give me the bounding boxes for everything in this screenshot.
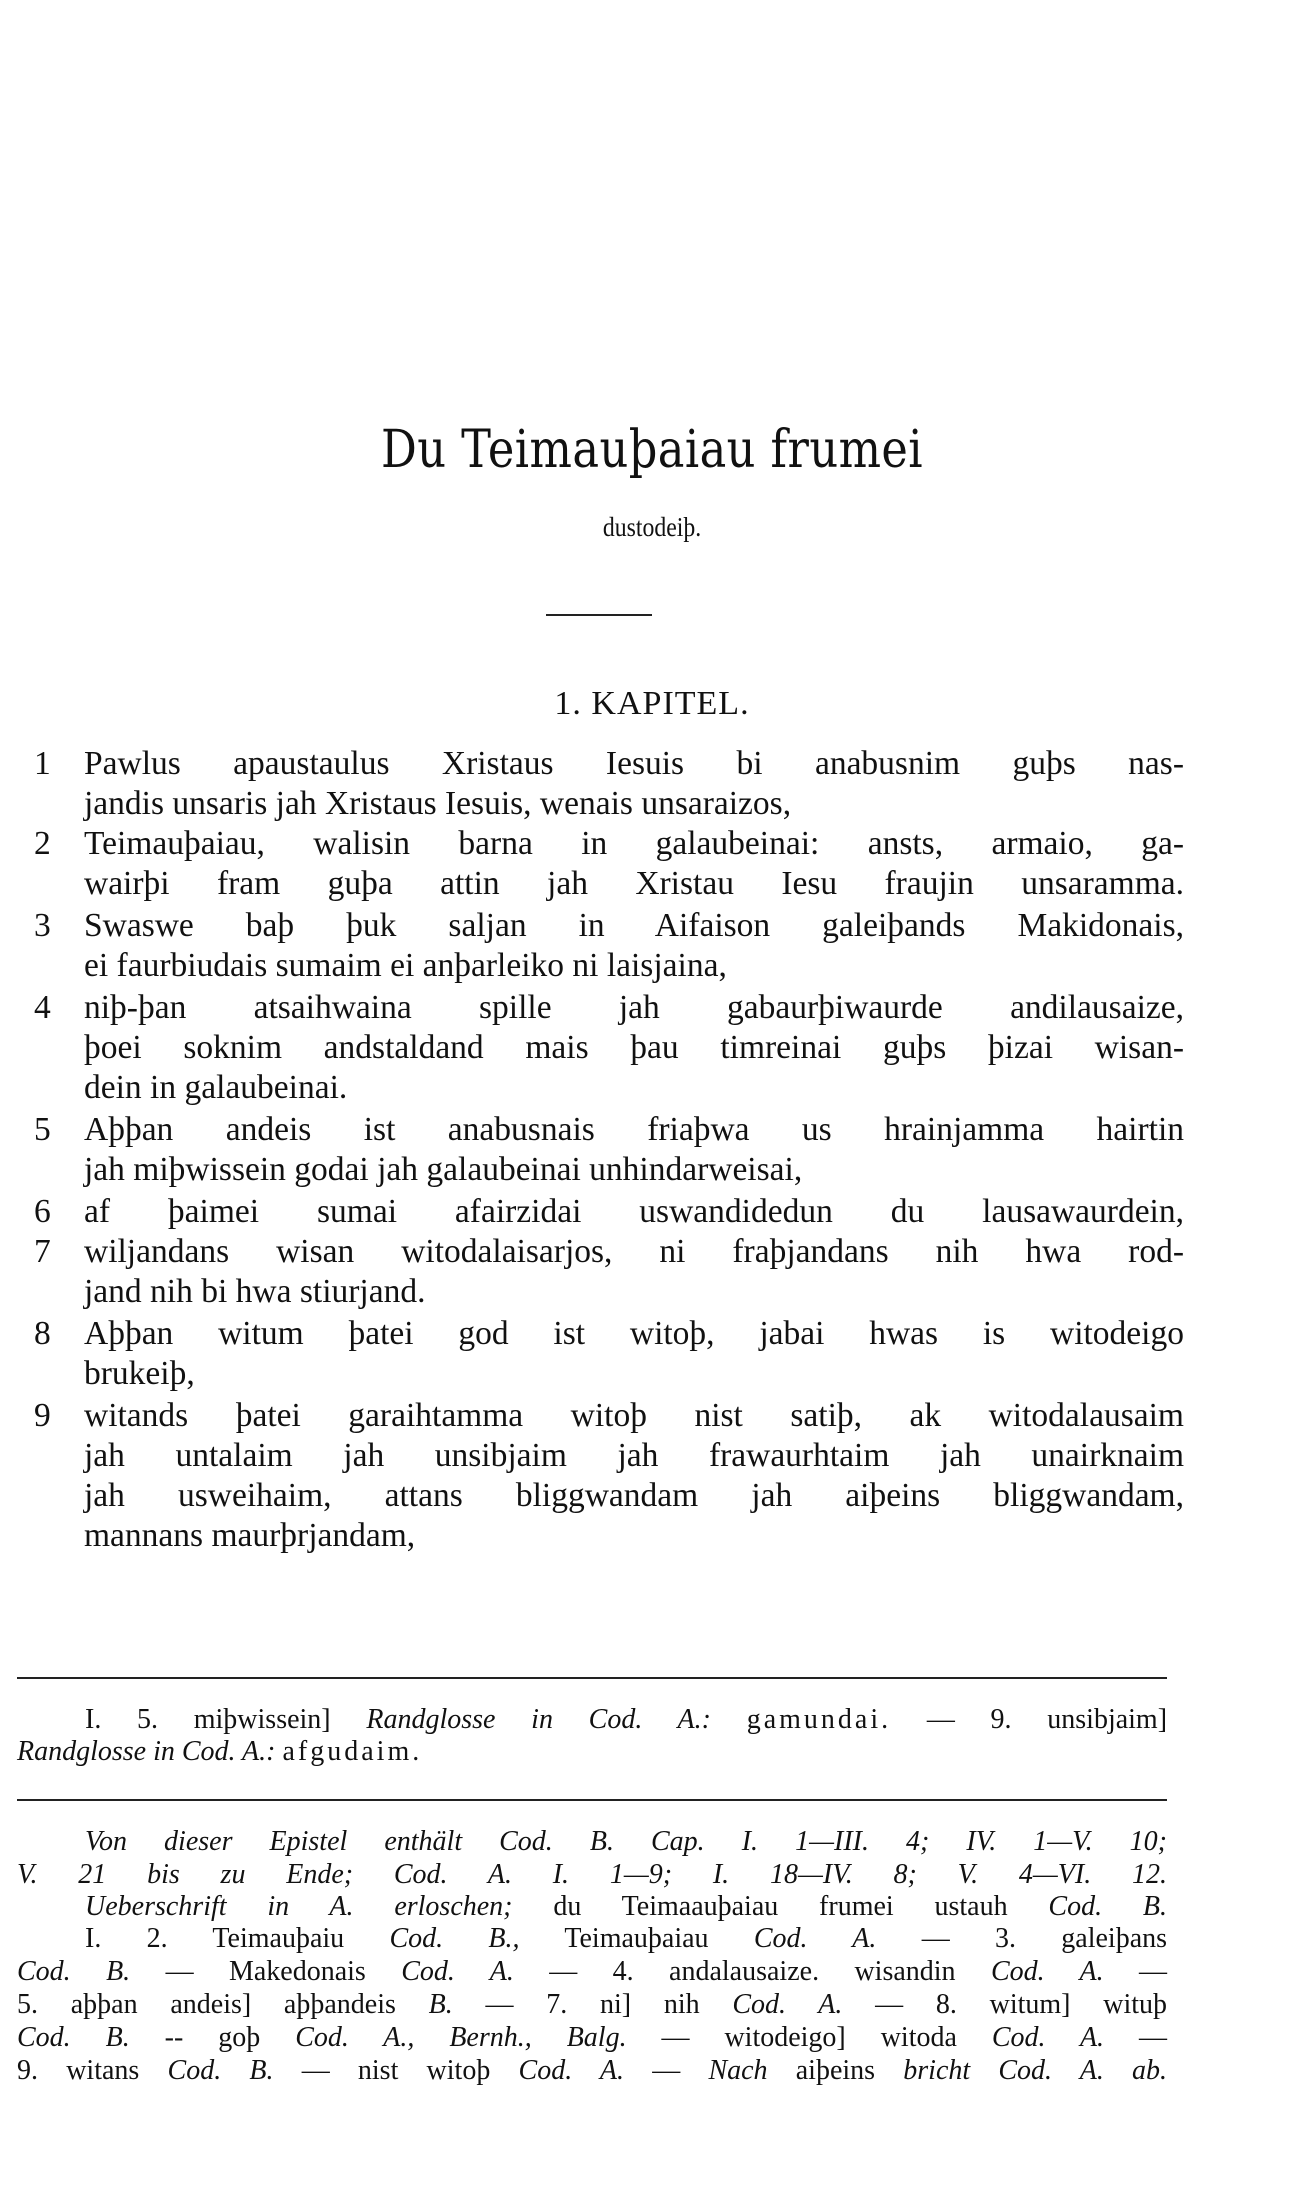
apparatus-reading: aiþeins	[795, 2055, 876, 2086]
apparatus-reading: — 4. andalausaize. wisandin	[549, 1956, 956, 1987]
verse-line-text: brukeiþ,	[84, 1355, 195, 1392]
apparatus-source: Cod. A.	[732, 1989, 843, 2020]
apparatus-reading: du Teimaauþaiau frumei ustauh	[553, 1891, 1008, 1922]
page-title: Du Teimauþaiau frumei	[380, 420, 924, 480]
verse-number: 2	[34, 825, 51, 862]
gloss-source: Randglosse in Cod. A.:	[17, 1736, 276, 1767]
page-subtitle: dustodeiþ.	[602, 512, 702, 542]
apparatus-reading: — 7. ni] nih	[485, 1989, 700, 2020]
apparatus-reading: — nist witoþ	[301, 2055, 491, 2086]
apparatus-source: Cod. A.	[991, 2022, 1105, 2053]
apparatus-note: Von dieser Epistel enthält Cod. B. Cap. I. 1—III. 4; IV. 1—V. 10;	[85, 1826, 1167, 1857]
gloss-divider	[17, 1677, 1167, 1679]
apparatus-source: Cod. B.	[17, 1956, 131, 1987]
apparatus-line	[85, 1924, 1167, 1954]
verse-line	[34, 904, 1184, 947]
apparatus-note: V. 21 bis zu Ende; Cod. A. I. 1—9; I. 18—IV. 8; V. 4—VI. 12.	[17, 1859, 1167, 1890]
verse-line	[34, 944, 1184, 987]
verse-number: 1	[34, 745, 51, 782]
verse-number: 3	[34, 907, 51, 944]
apparatus-line	[17, 2023, 1167, 2053]
apparatus-reading: — Makedonais	[165, 1956, 366, 1987]
apparatus-source: Cod. A., Bernh., Balg.	[295, 2022, 627, 2053]
apparatus-divider	[17, 1799, 1167, 1801]
verse-line	[34, 1190, 1184, 1233]
verse-line-text: dein in galaubeinai.	[84, 1069, 348, 1106]
verse-line	[34, 1148, 1184, 1191]
apparatus-source: B.	[428, 1989, 453, 2020]
chapter-heading: 1. KAPITEL.	[554, 685, 750, 722]
verse-number: 4	[34, 989, 51, 1026]
apparatus-reading: 9. witans	[17, 2055, 140, 2086]
apparatus-line	[17, 1990, 1167, 2020]
verse-line-text: witands þatei garaihtamma witoþ nist satiþ, ak witodalausaim	[84, 1397, 1184, 1434]
apparatus-line	[85, 1827, 1167, 1857]
gloss-line	[17, 1737, 1167, 1767]
verse-line-text: ei faurbiudais sumaim ei anþarleiko ni laisjaina,	[84, 947, 727, 984]
apparatus-reading: — witodeigo] witoda	[661, 2022, 957, 2053]
verse-number: 6	[34, 1193, 51, 1230]
verse-line	[34, 862, 1184, 905]
verse-line	[34, 1514, 1184, 1557]
verse-line	[34, 742, 1184, 785]
gloss-reading: afgudaim.	[282, 1736, 423, 1767]
apparatus-source: Cod. B.	[17, 2022, 130, 2053]
apparatus-source: Cod. B.	[1048, 1891, 1168, 1922]
apparatus-line	[85, 1892, 1167, 1922]
apparatus-source: Cod. B.,	[389, 1923, 520, 1954]
verse-number: 9	[34, 1397, 51, 1434]
apparatus-source: Cod. A.	[753, 1923, 877, 1954]
apparatus-note: Ueberschrift in A. erloschen;	[85, 1891, 513, 1922]
verse-number: 8	[34, 1315, 51, 1352]
verse-line	[34, 986, 1184, 1029]
gloss-source: Randglosse in Cod. A.:	[366, 1704, 711, 1735]
gloss-ref: — 9. unsibjaim]	[926, 1704, 1168, 1735]
apparatus-source: Cod. A.	[518, 2055, 625, 2086]
verse-number: 5	[34, 1111, 51, 1148]
gloss-reading: gamundai.	[746, 1704, 892, 1735]
title-divider	[546, 614, 652, 616]
verse-line-text: Swaswe baþ þuk saljan in Aifaison galeiþands Makidonais,	[84, 907, 1184, 944]
verse-line-text: jandis unsaris jah Xristaus Iesuis, wenais unsaraizos,	[84, 785, 792, 822]
apparatus-dash: —	[1139, 1956, 1168, 1987]
verse-line	[34, 1230, 1184, 1273]
apparatus-source: Cod. A.	[401, 1956, 514, 1987]
verse-line	[34, 1434, 1184, 1477]
apparatus-dash: —	[652, 2055, 681, 2086]
gloss-ref: I. 5. miþwissein]	[85, 1704, 331, 1735]
verse-line-text: af þaimei sumai afairzidai uswandidedun du lausawaurdein,	[84, 1193, 1184, 1230]
verse-line	[34, 1108, 1184, 1151]
verse-line-text: jand nih bi hwa stiurjand.	[84, 1273, 426, 1310]
verse-line-text: Pawlus apaustaulus Xristaus Iesuis bi anabusnim guþs nas-	[84, 745, 1184, 782]
apparatus-note: Nach	[708, 2055, 768, 2086]
apparatus-reading: Teimauþaiau	[564, 1923, 709, 1954]
verse-line	[34, 1312, 1184, 1355]
verse-line-text: mannans maurþrjandam,	[84, 1517, 416, 1554]
verse-line	[34, 822, 1184, 865]
verse-line	[34, 1026, 1184, 1069]
verse-line-text: niþ-þan atsaihwaina spille jah gabaurþiwaurde andilausaize,	[84, 989, 1184, 1026]
apparatus-reading: -- goþ	[164, 2022, 261, 2053]
verse-line-text: wiljandans wisan witodalaisarjos, ni fraþjandans nih hwa rod-	[84, 1233, 1184, 1270]
verse-line	[34, 1066, 1184, 1109]
apparatus-source: Cod. B.	[167, 2055, 274, 2086]
verse-line	[34, 782, 1184, 825]
apparatus-reading: — 8. witum] wituþ	[875, 1989, 1168, 2020]
apparatus-reading: — 3. galeiþans	[921, 1923, 1168, 1954]
apparatus-line	[17, 1957, 1167, 1987]
apparatus-reading: I. 2. Teimauþaiu	[85, 1923, 345, 1954]
apparatus-source: Cod. A.	[990, 1956, 1104, 1987]
apparatus-line	[17, 1860, 1167, 1890]
verse-line-text: Teimauþaiau, walisin barna in galaubeinai: ansts, armaio, ga-	[84, 825, 1184, 862]
verse-line	[34, 1352, 1184, 1395]
verse-line-text: þoei soknim andstaldand mais þau timreinai guþs þizai wisan-	[84, 1029, 1184, 1066]
verse-line-text: Aþþan andeis ist anabusnais friaþwa us hrainjamma hairtin	[84, 1111, 1184, 1148]
apparatus-dash: —	[1139, 2022, 1167, 2053]
verse-line	[34, 1474, 1184, 1517]
verse-number: 7	[34, 1233, 51, 1270]
verse-line-text: jah untalaim jah unsibjaim jah frawaurhtaim jah unairknaim	[84, 1437, 1184, 1474]
gloss-line	[85, 1705, 1167, 1735]
verse-line	[34, 1270, 1184, 1313]
verse-line-text: jah miþwissein godai jah galaubeinai unhindarweisai,	[84, 1151, 803, 1188]
apparatus-reading: 5. aþþan andeis] aþþandeis	[17, 1989, 396, 2020]
verse-line	[34, 1394, 1184, 1437]
apparatus-note: bricht Cod. A. ab.	[903, 2055, 1168, 2086]
apparatus-line	[17, 2056, 1167, 2086]
verse-line-text: Aþþan witum þatei god ist witoþ, jabai hwas is witodeigo	[84, 1315, 1184, 1352]
verse-line-text: jah usweihaim, attans bliggwandam jah aiþeins bliggwandam,	[84, 1477, 1184, 1514]
verse-line-text: wairþi fram guþa attin jah Xristau Iesu fraujin unsaramma.	[84, 865, 1184, 902]
